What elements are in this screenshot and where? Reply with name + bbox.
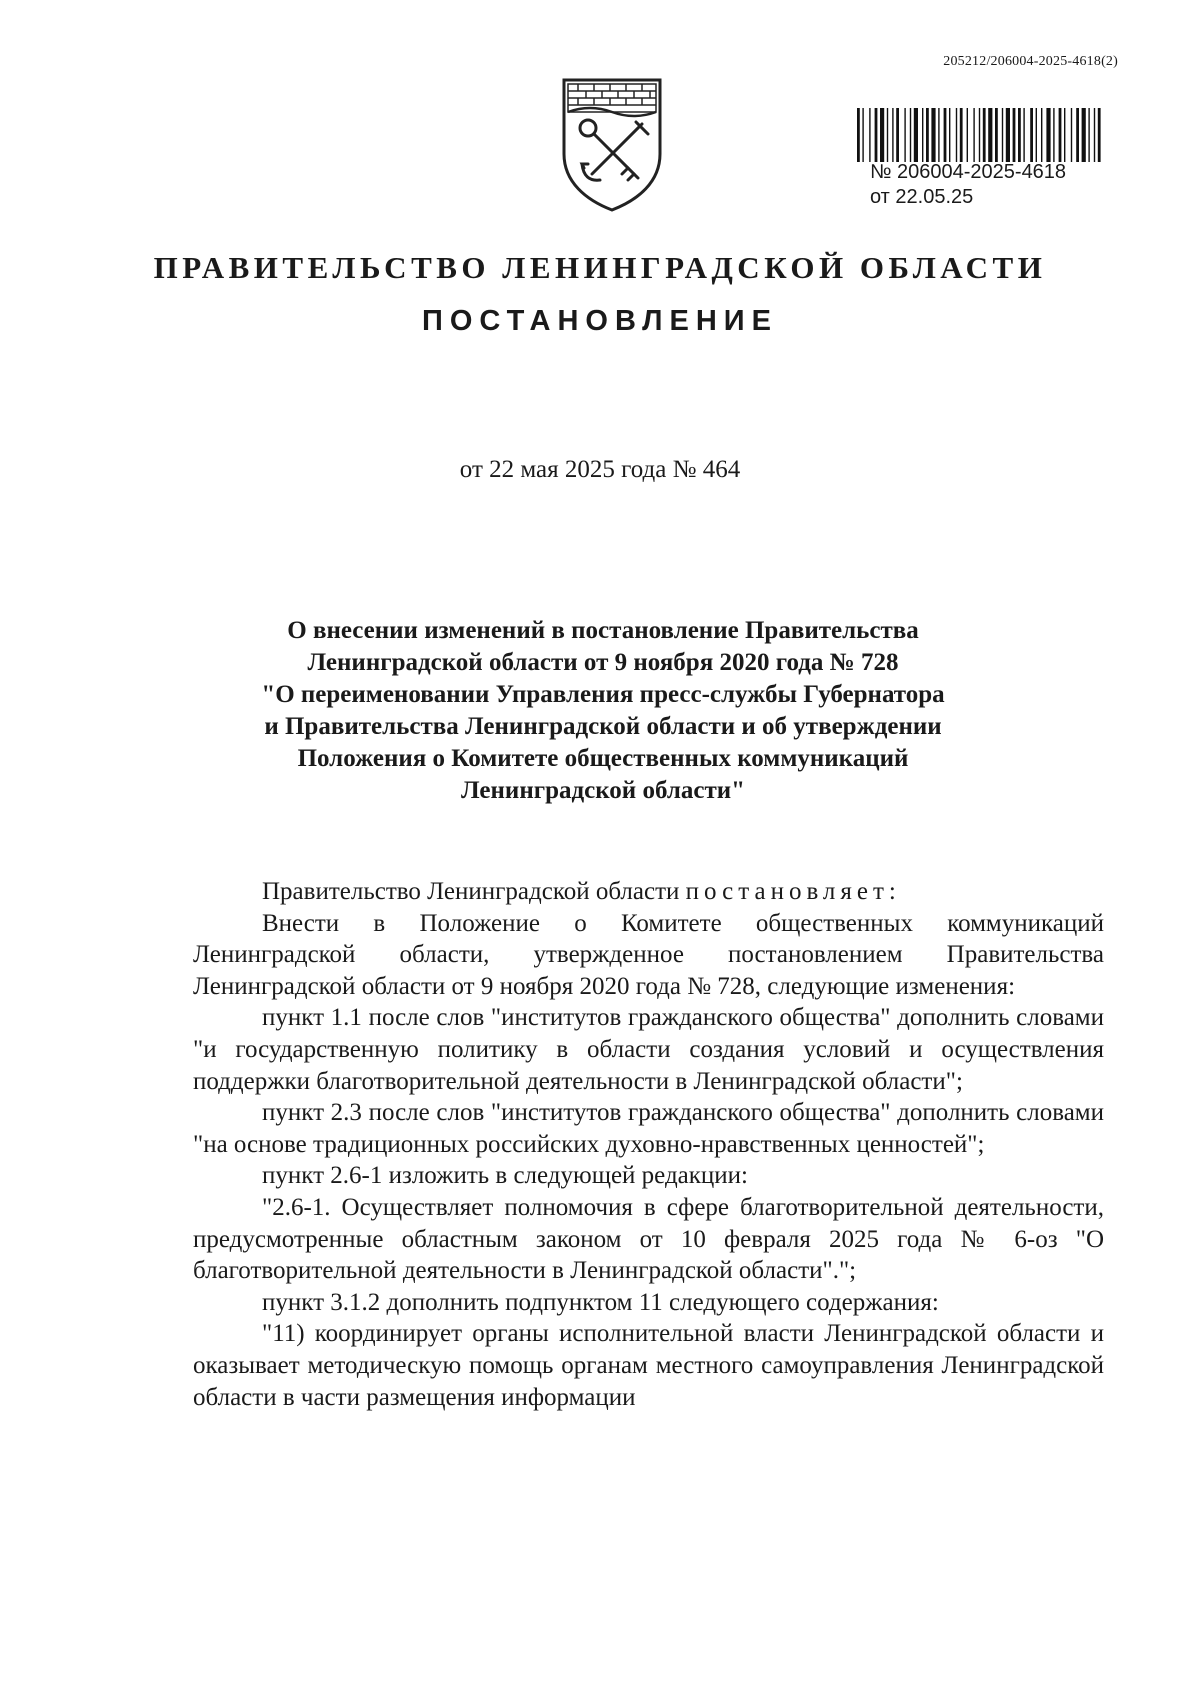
registration-number: № 206004-2025-4618 — [870, 161, 1067, 183]
body-paragraph: пункт 3.1.2 дополнить подпунктом 11 следующего содержания: — [262, 1288, 939, 1316]
document-code: 205212/206004-2025-4618(2) — [943, 54, 1118, 69]
document-type: ПОСТАНОВЛЕНИЕ — [422, 305, 778, 337]
subject-line: и Правительства Ленинградской области и об утверждении — [264, 713, 942, 740]
body-paragraph: "11) координирует органы исполнительной власти Ленинградской области и оказывает методическую помощь органам местного самоуправления Ленинградской области в части размещения информации — [193, 1320, 1104, 1411]
subject-line: Положения о Комитете общественных коммуникаций — [297, 745, 909, 772]
body-paragraph: пункт 2.6-1 изложить в следующей редакции: — [262, 1162, 748, 1190]
coat-of-arms-emblem-icon — [558, 72, 666, 212]
decree-date-number: от 22 мая 2025 года № 464 — [459, 456, 741, 483]
subject-line: Ленинградской области" — [460, 777, 746, 804]
government-title: ПРАВИТЕЛЬСТВО ЛЕНИНГРАДСКОЙ ОБЛАСТИ — [153, 250, 1047, 285]
body-paragraph: пункт 2.3 после слов "институтов гражданского общества" дополнить словами "на основе традиционных российских духовно-нравственных ценностей"; — [193, 1099, 1104, 1158]
document-body — [193, 876, 1104, 1413]
barcode — [857, 108, 1105, 162]
decree-subject — [170, 615, 1036, 807]
registration-date: от 22.05.25 — [870, 186, 974, 208]
subject-line: Ленинградской области от 9 ноября 2020 года № 728 — [307, 649, 899, 676]
body-paragraph: "2.6-1. Осуществляет полномочия в сфере благотворительной деятельности, предусмотренные областным законом от 10 февраля 2025 года № 6-оз "О благотворительной деятельности в Ленинградской области"."; — [193, 1193, 1104, 1285]
decree-verb: постановляет: — [685, 878, 901, 905]
body-paragraph: Внести в Положение о Комитете общественных коммуникаций Ленинградской области, утвержденное постановлением Правительства Ленинградской области от 9 ноября 2020 года № 728, следующие изменения: — [193, 909, 1104, 1000]
subject-line: "О переименовании Управления пресс-службы Губернатора — [261, 681, 945, 708]
subject-line: О внесении изменений в постановление Правительства — [287, 617, 919, 644]
decree-prefix: Правительство Ленинградской области — [262, 878, 686, 905]
body-paragraph: пункт 1.1 после слов "институтов гражданского общества" дополнить словами "и государственную политику в области создания условий и осуществления поддержки благотворительной деятельности в Ленинградской области"; — [193, 1004, 1104, 1095]
decree-intro — [193, 876, 1104, 908]
